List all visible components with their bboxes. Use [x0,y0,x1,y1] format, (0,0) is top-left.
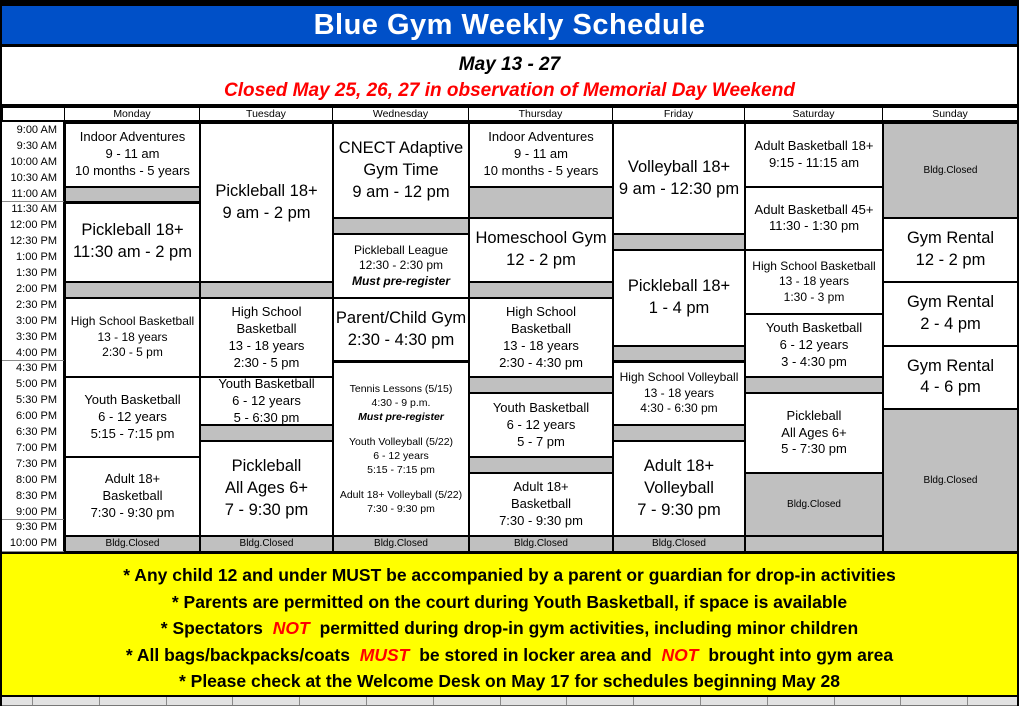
column-tick [900,697,901,705]
cell-text-line: Adult 18+ [643,457,715,476]
schedule-cell [332,297,470,363]
cell-text-line: Youth Basketball [218,376,315,391]
cell-text-line: All Ages 6+ [224,478,308,497]
cell-text-line: High School Basketball [70,314,195,329]
cell-text-line: 4 - 6 pm [920,378,981,397]
time-label: 5:30 PM [2,392,65,409]
cell-text-line: Tennis Lessons (5/15) [349,382,453,395]
column-tick [433,697,434,705]
cell-text-line: Adult 18+ [104,471,161,487]
time-label: 3:30 PM [2,329,65,346]
schedule-cell [332,122,470,219]
cell-text-line: 9 am - 12 pm [352,182,450,201]
cell-text-line: 1:30 - 3 pm [783,289,845,304]
schedule-cell [882,217,1019,283]
cell-text-line: 12 - 2 pm [915,251,986,270]
cell-text-line: Youth Basketball [84,391,181,407]
time-label: 10:00 PM [2,535,65,552]
time-label: 10:30 AM [2,170,65,187]
closed-cell [744,535,884,553]
note-alert-text: NOT [272,618,310,638]
cell-text-line: Bldg.Closed [239,538,294,550]
time-label: 7:30 PM [2,456,65,473]
column-tick [232,697,233,705]
time-label: 1:30 PM [2,265,65,282]
time-label: 7:00 PM [2,440,65,457]
time-label: 9:30 PM [2,520,65,537]
cell-text-line: High School Basketball [752,258,876,273]
cell-text-line: Basketball [102,488,163,504]
cell-text-line: 7:30 - 9:30 pm [499,513,583,529]
note-text: * Spectators [160,618,268,638]
day-header: Tuesday [199,107,333,122]
cell-text-line: 6 - 12 years [373,449,429,462]
schedule-cell [882,281,1019,347]
cell-text-line: Homeschool Gym [475,229,607,248]
cell-text-line: Volleyball [644,478,714,497]
cell-text-line: High School [231,303,302,319]
time-label: 2:30 PM [2,297,65,314]
cell-text-line: High School [505,303,577,319]
cell-text-line: 5 - 7 pm [517,433,565,449]
cell-text-line: 3 - 4:30 pm [781,354,847,370]
cell-text-line: 6 - 12 years [98,408,167,424]
next-table-edge [2,697,1017,706]
closed-cell [332,535,470,553]
cell-text-line: Volleyball 18+ [627,157,731,176]
schedule-cell [612,361,746,427]
cell-text-line: 2:30 - 5 pm [102,345,163,360]
schedule-cell [64,297,201,379]
cell-text-line: Pickleball 18+ [81,221,184,240]
cell-text-line: Gym Rental [906,356,995,375]
subtitle-zone [2,47,1017,107]
cell-text-line: 13 - 18 years [643,385,715,400]
schedule-cell [64,376,201,458]
schedule-cell [332,233,470,299]
time-label: 9:00 AM [2,122,65,139]
time-label: 8:00 PM [2,472,65,489]
column-tick [32,697,33,705]
cell-text-line: 2:30 - 4:30 pm [347,330,455,349]
day-header: Saturday [744,107,883,122]
cell-text-line: Adult Basketball 45+ [754,201,874,217]
day-header: Wednesday [332,107,469,122]
schedule-cell [744,249,884,315]
column-tick [767,697,768,705]
time-label: 11:00 AM [2,186,65,203]
note-line [2,589,1017,616]
note-line [2,615,1017,642]
cell-text-line: Bldg.Closed [514,538,568,550]
note-line [2,668,1017,695]
column-tick [967,697,968,705]
cell-text-line: CNECT Adaptive [338,139,464,158]
column-tick [99,697,100,705]
cell-text-line: 9 - 11 am [105,146,160,162]
schedule-cell [612,440,746,537]
time-label: 9:30 AM [2,138,65,155]
cell-text-line: Bldg.Closed [923,164,978,176]
column-tick [166,697,167,705]
notes-section [2,552,1017,697]
page-title: Blue Gym Weekly Schedule [313,8,706,41]
column-tick [299,697,300,705]
cell-text-line: 13 - 18 years [503,337,579,353]
cell-text-line: High School Volleyball [619,369,739,384]
schedule-cell [332,361,470,538]
note-alert-text: NOT [661,644,699,665]
note-text: * Any child 12 and under MUST be accompanied by a parent or guardian for drop-in activities [123,565,896,585]
time-label: 4:30 PM [2,361,65,378]
cell-text-line: 9 - 11 am [514,146,568,162]
day-header: Friday [612,107,745,122]
cell-text-line: 7 - 9:30 pm [637,500,721,519]
cell-text-line: Adult Basketball 18+ [754,137,874,153]
closure-notice: Closed May 25, 26, 27 in observation of Memorial Day Weekend [224,80,795,101]
note-text: permitted during drop-in gym activities, including minor children [314,618,859,638]
cell-text-line: Pickleball League [353,242,449,257]
closed-cell [468,186,614,220]
cell-text-line: 5 - 6:30 pm [233,409,300,425]
schedule-cell [199,440,334,537]
cell-text-line: Basketball [511,320,571,336]
cell-text-line: 11:30 - 1:30 pm [768,218,860,234]
cell-text-line: Gym Rental [906,229,995,248]
cell-text-line: 2:30 - 4:30 pm [499,354,583,370]
cell-text-line: 12:30 - 2:30 pm [358,258,444,273]
time-label: 10:00 AM [2,154,65,171]
cell-text-line: 13 - 18 years [228,337,305,353]
schedule-cell [744,186,884,252]
closed-cell [199,535,334,553]
cell-text-line: 5 - 7:30 pm [781,441,847,457]
cell-text-line: 12 - 2 pm [506,251,576,270]
day-header: Monday [64,107,200,122]
time-label: 9:00 PM [2,504,65,521]
note-text: * All bags/backpacks/coats [125,644,355,665]
cell-text-line: Bldg.Closed [105,538,160,550]
cell-text-line: 9 am - 2 pm [222,203,311,222]
cell-text-line: Must pre-register [358,410,444,423]
cell-text-line: All Ages 6+ [781,424,847,440]
cell-text-line: 2 - 4 pm [920,314,981,333]
cell-text-line: Pickleball 18+ [215,181,318,200]
closed-cell [744,472,884,538]
cell-text-line: Basketball [236,320,297,336]
column-tick [566,697,567,705]
cell-text-line: 13 - 18 years [778,274,850,289]
cell-text-line: 10 months - 5 years [483,163,599,179]
column-tick [633,697,634,705]
schedule-cell [64,202,201,284]
schedule-cell [744,392,884,474]
cell-text-line: 6 - 12 years [506,416,576,432]
cell-text-line: Pickleball 18+ [627,277,731,296]
cell-text-line: 6 - 12 years [779,337,849,353]
cell-text-line: Youth Basketball [765,320,863,336]
cell-text-line: Bldg.Closed [787,498,841,510]
cell-text-line: 7:30 - 9:30 pm [367,503,435,516]
note-line [2,642,1017,669]
time-label: 1:00 PM [2,249,65,266]
cell-text-line: 4:30 - 6:30 pm [640,401,718,416]
schedule-cell [744,313,884,379]
cell-text-line: 5:15 - 7:15 pm [90,425,175,441]
time-label: 4:00 PM [2,345,65,362]
cell-text-line: 4:30 - 9 p.m. [371,396,431,409]
cell-text-line: 11:30 am - 2 pm [73,243,192,262]
schedule-cell [468,472,614,538]
title-bar [2,6,1017,47]
cell-text-line: 7 - 9:30 pm [224,500,309,519]
time-label: 2:00 PM [2,281,65,298]
schedule-cell [64,122,201,188]
cell-text-line: 7:30 - 9:30 pm [90,505,175,521]
cell-text-line: Youth Basketball [492,399,590,415]
note-alert-text: MUST [359,644,410,665]
cell-text-line: Bldg.Closed [374,538,428,550]
column-tick [700,697,701,705]
cell-text-line: Pickleball [786,407,842,423]
day-header: Sunday [882,107,1018,122]
column-tick [500,697,501,705]
schedule-grid [2,107,1017,552]
schedule-cell [744,122,884,188]
closed-cell [882,122,1019,219]
schedule-cell [468,297,614,379]
schedule-cell [612,122,746,235]
cell-text-line: 1 - 4 pm [648,298,710,317]
note-line [2,562,1017,589]
cell-text-line: Adult 18+ Volleyball (5/22) [339,489,463,502]
day-header: Thursday [468,107,613,122]
schedule-cell [199,297,334,379]
schedule-cell [468,217,614,283]
closed-cell [64,535,201,553]
cell-text-line: Youth Volleyball (5/22) [348,435,454,448]
closed-cell [468,535,614,553]
schedule-cell [64,456,201,538]
cell-text-line: Gym Time [363,160,439,179]
time-label: 8:30 PM [2,488,65,505]
cell-text-line: Pickleball [231,457,302,476]
time-label: 12:00 PM [2,217,65,234]
cell-text-line: 2:30 - 5 pm [233,354,300,370]
schedule-cell [468,122,614,188]
time-label: 12:30 PM [2,233,65,250]
cell-text-line: Bldg.Closed [923,474,978,486]
cell-text-line: Gym Rental [906,293,995,312]
schedule-cell [199,122,334,283]
time-label: 6:00 PM [2,408,65,425]
cell-text-line: 10 months - 5 years [75,163,190,179]
column-tick [366,697,367,705]
corner-cell [2,107,65,122]
time-label: 6:30 PM [2,424,65,441]
cell-text-line: 9 am - 12:30 pm [618,179,740,198]
note-text: brought into gym area [703,644,894,665]
closed-cell [612,535,746,553]
column-tick [834,697,835,705]
note-text: be stored in locker area and [414,644,657,665]
note-text: * Parents are permitted on the court during Youth Basketball, if space is available [171,591,848,612]
cell-text-line: 9:15 - 11:15 am [768,154,860,170]
cell-text-line: Adult 18+ [513,479,569,495]
cell-text-line: Indoor Adventures [488,129,594,145]
cell-text-line: 5:15 - 7:15 pm [367,464,435,476]
time-label: 3:00 PM [2,313,65,330]
cell-text-line: Must pre-register [351,273,451,288]
cell-text-line: Indoor Adventures [79,129,186,145]
date-range: May 13 - 27 [458,54,561,75]
cell-text-line: Basketball [511,496,571,512]
schedule-cell [882,345,1019,411]
cell-text-line: Parent/Child Gym [335,308,467,327]
cell-text-line: Bldg.Closed [652,538,706,550]
cell-text-line: 6 - 12 years [232,392,301,408]
note-text: * Please check at the Welcome Desk on May 17 for schedules beginning May 28 [178,671,841,691]
schedule-cell [468,392,614,458]
schedule-cell [612,249,746,346]
time-label: 11:30 AM [2,202,65,219]
cell-text-line: 13 - 18 years [97,329,168,344]
time-label: 5:00 PM [2,376,65,393]
schedule-cell [199,376,334,426]
closed-cell [882,408,1019,553]
